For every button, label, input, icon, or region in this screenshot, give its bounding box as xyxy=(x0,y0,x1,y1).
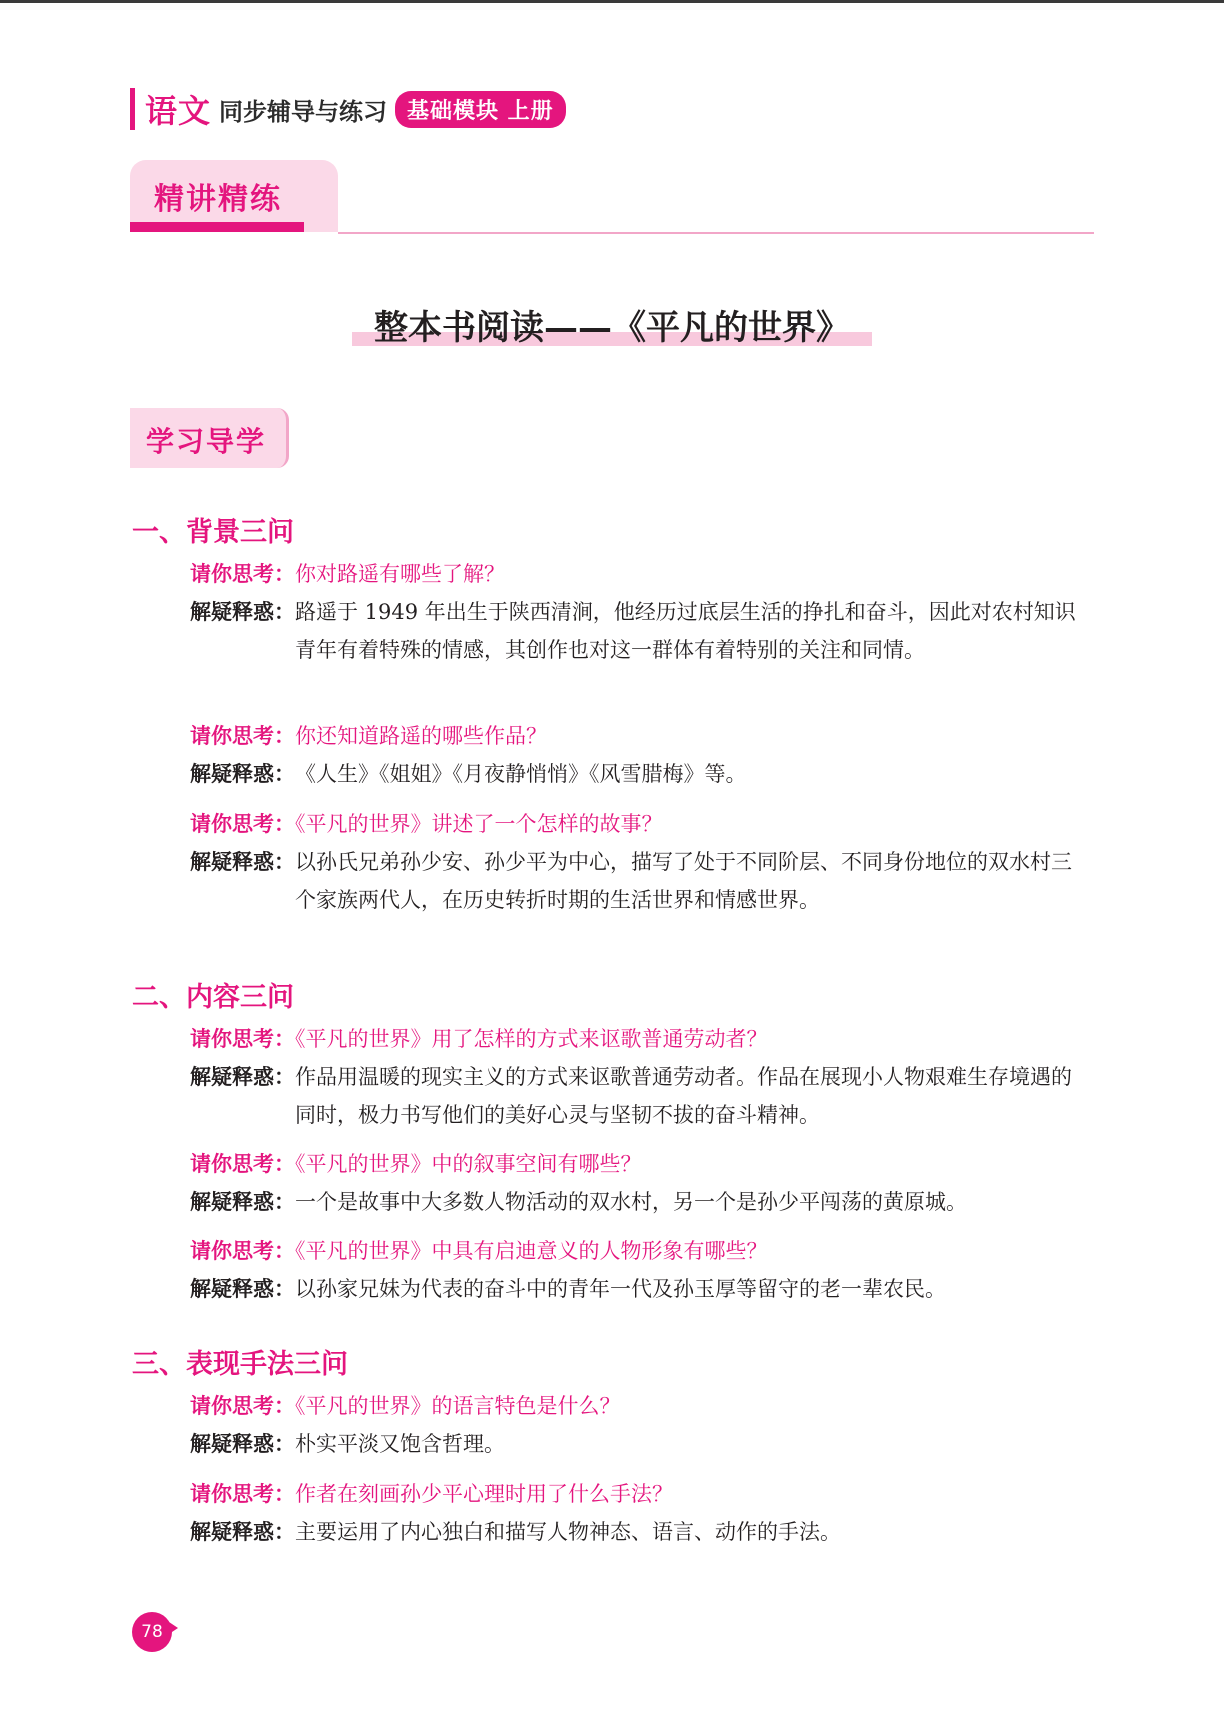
think-label: 请你思考： xyxy=(190,1152,295,1176)
question-text: 作者在刻画孙少平心理时用了什么手法？ xyxy=(295,1482,673,1506)
answer-label: 解疑释惑： xyxy=(190,1432,295,1456)
think-label: 请你思考： xyxy=(190,1394,295,1418)
answer-text: 《人生》《姐姐》《月夜静悄悄》《风雪腊梅》等。 xyxy=(295,762,747,786)
study-tab-label: 学习导学 xyxy=(146,425,267,458)
question-line xyxy=(190,555,1090,593)
qa-block xyxy=(190,1475,1090,1551)
answer-line xyxy=(190,1270,1090,1308)
section-tab-underbar xyxy=(130,222,304,232)
think-label: 请你思考： xyxy=(190,812,295,836)
answer-text: 以孙家兄妹为代表的奋斗中的青年一代及孙玉厚等留守的老一辈农民。 xyxy=(295,1277,946,1301)
answer-text: 路遥于 1949 年出生于陕西清涧，他经历过底层生活的挣扎和奋斗，因此对农村知识青年有着特殊的情感，其创作也对这一群体有着特别的关注和同情。 xyxy=(295,600,1076,662)
think-label: 请你思考： xyxy=(190,724,295,748)
qa-block xyxy=(190,805,1090,919)
question-line xyxy=(190,1232,1090,1270)
module-badge: 基础模块 上册 xyxy=(395,91,566,128)
answer-line xyxy=(190,1513,1090,1551)
answer-label: 解疑释惑： xyxy=(190,762,295,786)
question-line xyxy=(190,1145,1090,1183)
section-heading-technique: 三、表现手法三问 xyxy=(132,1349,348,1380)
think-label: 请你思考： xyxy=(190,562,295,586)
page-number-tail xyxy=(166,1620,178,1636)
answer-label: 解疑释惑： xyxy=(190,1277,295,1301)
think-label: 请你思考： xyxy=(190,1239,295,1263)
question-text: 你还知道路遥的哪些作品？ xyxy=(295,724,547,748)
qa-block xyxy=(190,1145,1090,1221)
think-label: 请你思考： xyxy=(190,1027,295,1051)
answer-label: 解疑释惑： xyxy=(190,1190,295,1214)
section-divider xyxy=(338,232,1094,234)
question-text: 《平凡的世界》用了怎样的方式来讴歌普通劳动者？ xyxy=(295,1027,768,1051)
answer-line xyxy=(190,843,1090,919)
question-text: 你对路遥有哪些了解？ xyxy=(295,562,505,586)
page-number: 78 xyxy=(132,1612,172,1652)
question-text: 《平凡的世界》讲述了一个怎样的故事？ xyxy=(295,812,663,836)
answer-label: 解疑释惑： xyxy=(190,1065,295,1089)
answer-text: 主要运用了内心独白和描写人物神态、语言、动作的手法。 xyxy=(295,1520,841,1544)
question-text: 《平凡的世界》的语言特色是什么？ xyxy=(295,1394,621,1418)
answer-text: 作品用温暖的现实主义的方式来讴歌普通劳动者。作品在展现小人物艰难生存境遇的同时，极力书写他们的美好心灵与坚韧不拔的奋斗精神。 xyxy=(295,1065,1072,1127)
answer-line xyxy=(190,1058,1090,1134)
answer-text: 一个是故事中大多数人物活动的双水村，另一个是孙少平闯荡的黄原城。 xyxy=(295,1190,967,1214)
series-label: 同步辅导与练习 xyxy=(219,97,388,126)
section-tab-label: 精讲精练 xyxy=(154,182,282,217)
section-heading-background: 一、背景三问 xyxy=(132,517,294,548)
page-title: 整本书阅读——《平凡的世界》 xyxy=(374,308,850,348)
qa-block xyxy=(190,1387,1090,1463)
header-accent-bar xyxy=(130,88,135,130)
answer-text: 以孙氏兄弟孙少安、孙少平为中心，描写了处于不同阶层、不同身份地位的双水村三个家族两代人，在历史转折时期的生活世界和情感世界。 xyxy=(295,850,1072,912)
book-header xyxy=(130,88,566,130)
qa-block xyxy=(190,1020,1090,1134)
answer-label: 解疑释惑： xyxy=(190,600,295,624)
question-line xyxy=(190,805,1090,843)
qa-block xyxy=(190,1232,1090,1308)
answer-line xyxy=(190,755,1090,793)
question-text: 《平凡的世界》中的叙事空间有哪些？ xyxy=(295,1152,642,1176)
qa-block xyxy=(190,717,1090,793)
question-text: 《平凡的世界》中具有启迪意义的人物形象有哪些？ xyxy=(295,1239,768,1263)
top-border xyxy=(0,0,1224,3)
question-line xyxy=(190,1020,1090,1058)
answer-line xyxy=(190,1425,1090,1463)
study-tab xyxy=(130,408,289,468)
answer-label: 解疑释惑： xyxy=(190,850,295,874)
question-line xyxy=(190,1475,1090,1513)
think-label: 请你思考： xyxy=(190,1482,295,1506)
answer-line xyxy=(190,1183,1090,1221)
answer-line xyxy=(190,593,1090,669)
subject-label: 语文 xyxy=(145,92,212,130)
question-line xyxy=(190,1387,1090,1425)
section-heading-content: 二、内容三问 xyxy=(132,982,294,1013)
qa-block xyxy=(190,555,1090,669)
answer-label: 解疑释惑： xyxy=(190,1520,295,1544)
answer-text: 朴实平淡又饱含哲理。 xyxy=(295,1432,505,1456)
question-line xyxy=(190,717,1090,755)
